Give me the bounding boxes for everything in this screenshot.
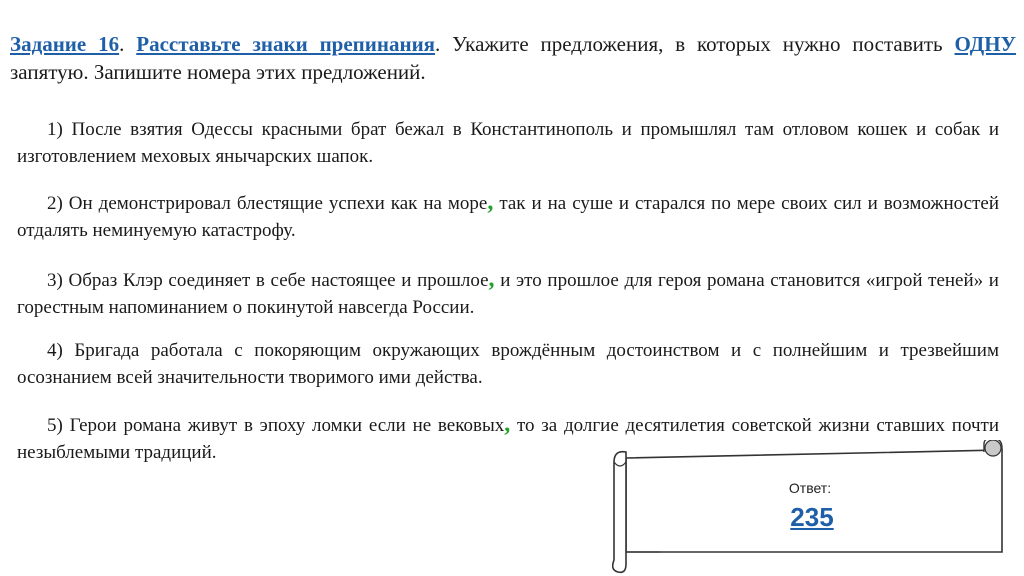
sentence-4-text: 4) Бригада работала с покоряющим окружающих врождённым достоинством и с полнейшим и трезвейшим осознанием всей значительности творимого ими действа. [17, 340, 999, 388]
task-separator: . [119, 32, 137, 56]
answer-label: Ответ: [788, 480, 832, 496]
task-text-part1: . Укажите предложения, в которых нужно поставить [435, 32, 955, 56]
sentence-2 [17, 189, 999, 244]
sentence-5-comma: , [504, 411, 511, 437]
sentence-5-before: 5) Герои романа живут в эпоху ломки если не вековых [47, 415, 505, 436]
task-emphasis-link[interactable]: ОДНУ [954, 32, 1016, 56]
sentence-2-after: так и на суше и старался по мере своих сил и возможностей отдалять неминуемую катастрофу. [17, 193, 999, 241]
sentence-2-comma: , [487, 189, 494, 215]
sentence-3-comma: , [488, 266, 495, 292]
sentence-1-text: 1) После взятия Одессы красными брат бежал в Константинополь и промышлял там отловом кошек и собак и изготовлением меховых янычарских шапок. [17, 119, 999, 167]
sentence-2-before: 2) Он демонстрировал блестящие успехи как на море [47, 193, 488, 214]
sentence-4 [17, 337, 999, 391]
answer-value[interactable]: 235 [790, 502, 834, 532]
task-number-link[interactable]: Задание 16 [10, 32, 120, 56]
sentence-3 [17, 266, 999, 321]
answer-scroll [612, 440, 1004, 574]
sentence-1 [17, 116, 999, 170]
task-instruction-link[interactable]: Расставьте знаки препинания [136, 32, 436, 56]
sentence-3-before: 3) Образ Клэр соединяет в себе настоящее и прошлое [47, 270, 489, 291]
task-statement [10, 30, 1016, 86]
task-text-part2: запятую. Запишите номера этих предложений. [10, 60, 426, 84]
sentence-5-after: то за долгие десятилетия советской жизни ставших почти незыблемыми традиций. [17, 415, 999, 463]
sentence-3-after: и это прошлое для героя романа становится «игрой теней» и горестным напоминанием о покинутой навсегда России. [17, 270, 999, 318]
